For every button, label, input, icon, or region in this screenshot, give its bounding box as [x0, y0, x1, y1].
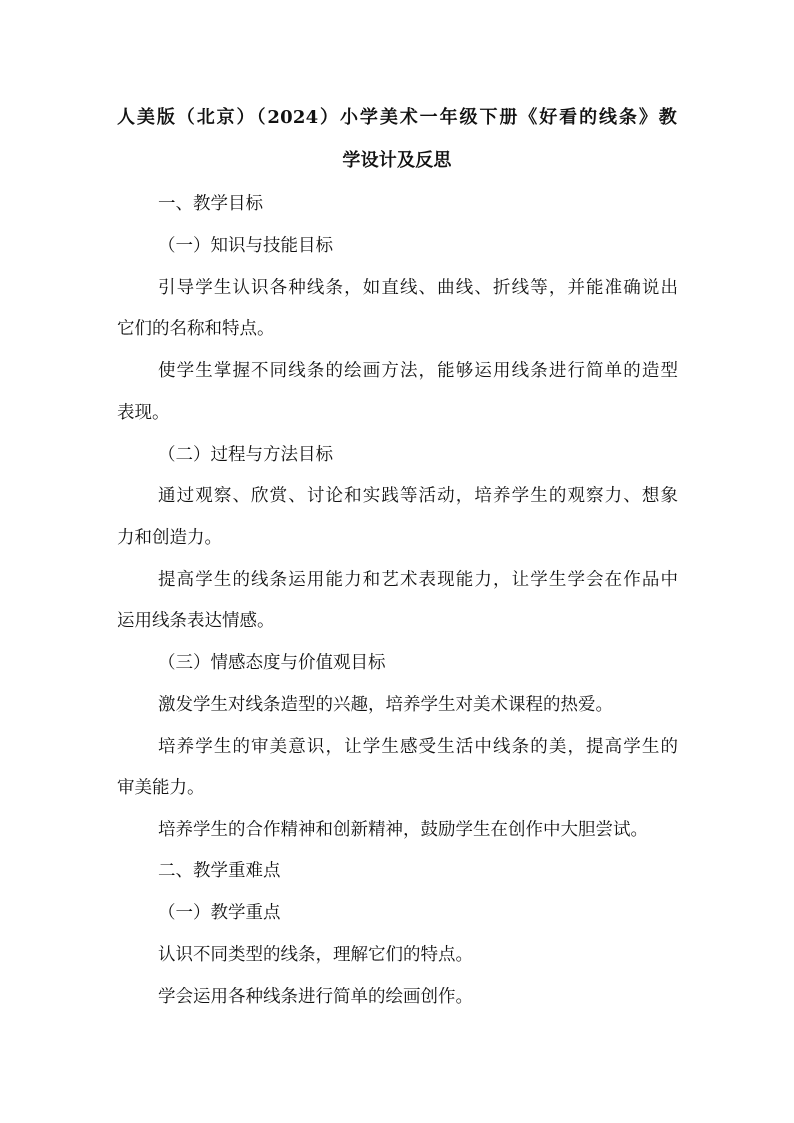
doc-title-line-2: 学设计及反思: [342, 150, 452, 171]
paragraph-line: 审美能力。: [117, 778, 205, 798]
paragraph-line: 培养学生的审美意识，让学生感受生活中线条的美，提高学生的: [158, 737, 678, 757]
paragraph-line: 它们的名称和特点。: [117, 319, 275, 339]
paragraph-line: 引导学生认识各种线条，如直线、曲线、折线等，并能准确说出: [158, 278, 678, 298]
section-heading: 一、教学目标: [158, 194, 263, 214]
paragraph-line: 培养学生的合作精神和创新精神，鼓励学生在创作中大胆尝试。: [158, 820, 648, 840]
paragraph-line: 学会运用各种线条进行简单的绘画创作。: [158, 987, 473, 1007]
paragraph-line: 力和创造力。: [117, 528, 222, 548]
paragraph-line: 认识不同类型的线条，理解它们的特点。: [158, 945, 473, 965]
paragraph-line: 激发学生对线条造型的兴趣，培养学生对美术课程的热爱。: [158, 695, 613, 715]
paragraph-line: 使学生掌握不同线条的绘画方法，能够运用线条进行简单的造型: [158, 361, 678, 381]
subsection-heading: （一）教学重点: [158, 903, 281, 923]
paragraph-line: 表现。: [117, 403, 170, 423]
subsection-heading: （三）情感态度与价值观目标: [158, 653, 386, 673]
section-heading: 二、教学重难点: [158, 861, 281, 881]
paragraph-line: 提高学生的线条运用能力和艺术表现能力，让学生学会在作品中: [158, 570, 678, 590]
subsection-heading: （一）知识与技能目标: [158, 236, 333, 256]
doc-title-line-1: 人美版（北京）（2024）小学美术一年级下册《好看的线条》教: [117, 107, 677, 128]
subsection-heading: （二）过程与方法目标: [158, 445, 333, 465]
paragraph-line: 运用线条表达情感。: [117, 611, 275, 631]
paragraph-line: 通过观察、欣赏、讨论和实践等活动，培养学生的观察力、想象: [158, 486, 678, 506]
